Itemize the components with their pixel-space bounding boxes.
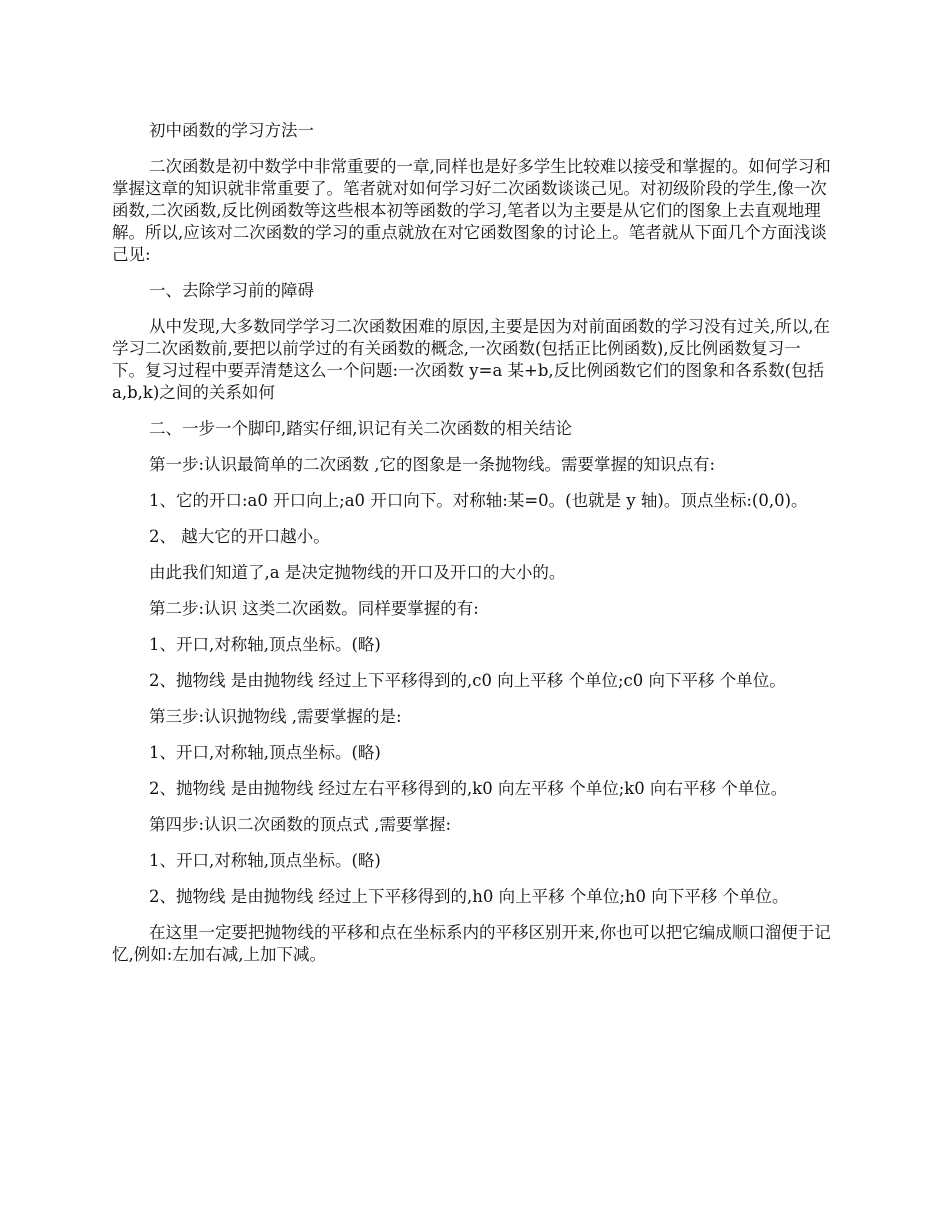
step-one-item-2: 2、 越大它的开口越小。	[149, 527, 330, 546]
paragraph-summary: 在这里一定要把抛物线的平移和点在坐标系内的平移区别开来,你也可以把它编成顺口溜便于记忆,例如:左加右减,上加下减。	[112, 923, 831, 964]
step-three-item-1: 1、开口,对称轴,顶点坐标。(略)	[149, 743, 381, 762]
step-one-heading: 第一步:认识最简单的二次函数 ,它的图象是一条抛物线。需要掌握的知识点有:	[149, 455, 716, 474]
step-one-item-1: 1、它的开口:a0 开口向上;a0 开口向下。对称轴:某=0。(也就是 y 轴)。顶点坐标:(0,0)。	[149, 491, 808, 510]
step-three-item-2: 2、抛物线 是由抛物线 经过左右平移得到的,k0 向左平移 个单位;k0 向右平移 个单位。	[149, 779, 788, 798]
section-heading-2: 二、一步一个脚印,踏实仔细,识记有关二次函数的相关结论	[149, 419, 572, 438]
step-four-heading: 第四步:认识二次函数的顶点式 ,需要掌握:	[149, 815, 452, 834]
document-body	[112, 120, 832, 980]
paragraph-obstacles: 从中发现,大多数同学学习二次函数困难的原因,主要是因为对前面函数的学习没有过关,所以,在学习二次函数前,要把以前学过的有关函数的概念,一次函数(包括正比例函数),反比例函数复习一下。复习过程中要弄清楚这么一个问题:一次函数 y=a 某+b,反比例函数它们的图象和各系数(包括 a,b,k)之间的关系如何	[112, 317, 830, 402]
step-two-item-1: 1、开口,对称轴,顶点坐标。(略)	[149, 635, 381, 654]
document-title: 初中函数的学习方法一	[149, 121, 314, 140]
step-four-item-2: 2、抛物线 是由抛物线 经过上下平移得到的,h0 向上平移 个单位;h0 向下平移 个单位。	[149, 887, 789, 906]
section-heading-1: 一、去除学习前的障碍	[149, 281, 314, 300]
step-four-item-1: 1、开口,对称轴,顶点坐标。(略)	[149, 851, 381, 870]
paragraph-intro: 二次函数是初中数学中非常重要的一章,同样也是好多学生比较难以接受和掌握的。如何学习和掌握这章的知识就非常重要了。笔者就对如何学习好二次函数谈谈己见。对初级阶段的学生,像一次函数,二次函数,反比例函数等这些根本初等函数的学习,笔者以为主要是从它们的图象上去直观地理解。所以,应该对二次函数的学习的重点就放在对它函数图象的讨论上。笔者就从下面几个方面浅谈己见:	[112, 157, 831, 264]
step-three-heading: 第三步:认识抛物线 ,需要掌握的是:	[149, 707, 402, 726]
step-one-conclusion: 由此我们知道了,a 是决定抛物线的开口及开口的大小的。	[149, 563, 566, 582]
step-two-heading: 第二步:认识 这类二次函数。同样要掌握的有:	[149, 599, 479, 618]
step-two-item-2: 2、抛物线 是由抛物线 经过上下平移得到的,c0 向上平移 个单位;c0 向下平移 个单位。	[149, 671, 786, 690]
